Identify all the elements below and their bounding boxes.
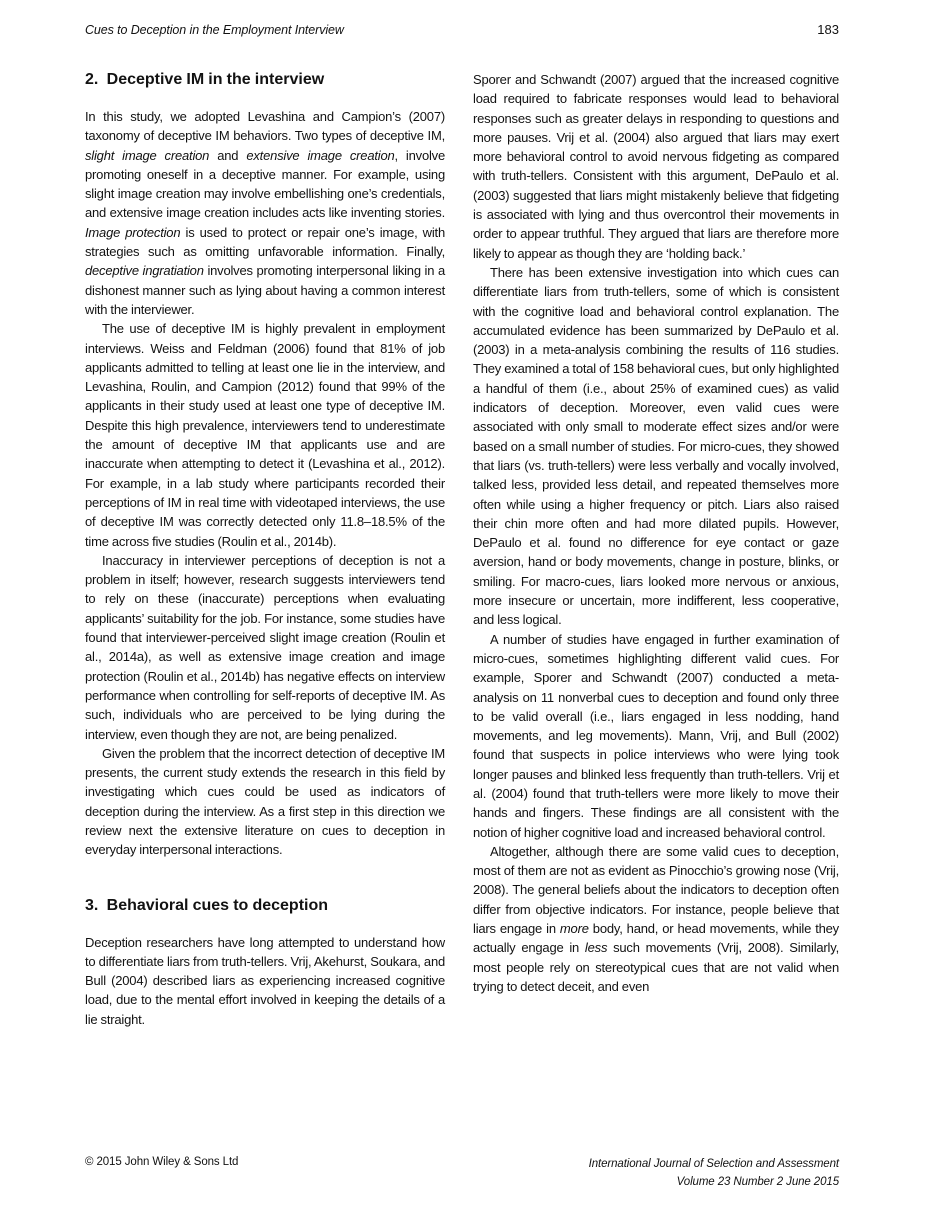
page-footer xyxy=(85,1156,839,1191)
text-segment: A number of studies have engaged in further examination of micro-cues, sometimes highlighting different valid cues. For example, Sporer and Schwandt (2007) conducted a meta-analysis on 11 nonverbal cues to deception and found only three to be valid overall (i.e., liars engaged in less nodding, hand movements, and leg movements). Mann, Vrij, and Bull (2002) found that suspects in police interviews who were lying took longer pauses and blinked less frequently than truth-tellers. Vrij et al. (2004) found that truth-tellers were more likely to move their hands and fingers. These findings are all consistent with the notion of higher cognitive load and increased behavioral control. xyxy=(473,631,839,840)
paragraph xyxy=(473,842,839,996)
section-3-body xyxy=(85,933,445,1029)
text-segment: Sporer and Schwandt (2007) argued that the increased cognitive load required to fabricate responses would lead to behavioral responses such as greater delays in responding to questions and more pauses. Vrij et al. (2004) also argued that liars may exert more behavioral control to avoid nervous fidgeting as compared with truth-tellers. Consistent with this argument, DePaulo et al. (2003) suggested that liars might mistakenly believe that fidgeting is associated with lying and thus overcontrol their movements in order to appear truthful. They argued that liars are therefore more likely to appear as though they are ‘holding back.’ xyxy=(473,72,839,261)
text-segment: involves promoting interpersonal liking in a dishonest manner such as lying about having a common interest with the interviewer. xyxy=(85,263,445,317)
paragraph xyxy=(473,630,839,842)
right-column xyxy=(473,70,839,1029)
text-segment: and xyxy=(209,147,247,163)
running-head-title: Cues to Deception in the Employment Interview xyxy=(85,23,344,37)
text-segment: , involve promoting oneself in a deceptive manner. For example, using slight image creation may involve embellishing one’s credentials, and extensive image creation includes acts like inventing stories. xyxy=(85,147,445,221)
text-segment: slight image creation xyxy=(85,147,210,163)
copyright-notice: © 2015 John Wiley & Sons Ltd xyxy=(85,1156,239,1168)
right-column-body xyxy=(473,70,839,996)
section-3-heading: 3. Behavioral cues to deception xyxy=(85,896,329,914)
section-2-body xyxy=(85,107,445,860)
article-columns xyxy=(85,70,839,1029)
text-segment: such movements (Vrij, 2008). Similarly, most people rely on stereotypical cues that are not valid when trying to detect deceit, and even xyxy=(473,940,839,994)
text-segment: Deception researchers have long attempted to understand how to differentiate liars from truth-tellers. Vrij, Akehurst, Soukara, and Bull (2004) described liars as experiencing increased cognitive load, due to the mental effort involved in keeping the details of a lie straight. xyxy=(85,934,445,1027)
text-segment: Image protection xyxy=(85,224,181,240)
journal-name: International Journal of Selection and Assessment xyxy=(588,1158,839,1170)
text-segment: Inaccuracy in interviewer perceptions of deception is not a problem in itself; however, research suggests interviewers tend to rely on these (inaccurate) perceptions when evaluating applicants’ suitability for the job. For instance, some studies have found that interviewer-perceived slight image creation (Roulin et al., 2014a), as well as extensive image creation and image protection (Roulin et al., 2014b) has negative effects on interview performance when controlling for self-reports of deceptive IM. As such, individuals who are perceived to be lying during the interview, even though they are not, are being penalized. xyxy=(85,552,445,742)
text-segment: more xyxy=(559,921,589,937)
text-segment: Given the problem that the incorrect detection of deceptive IM presents, the current study extends the research in this field by investigating which cues could be used as indicators of deception during the interview. As a first step in this direction we review next the extensive literature on cues to deception in everyday interpersonal interactions. xyxy=(85,745,445,858)
paragraph xyxy=(85,319,445,551)
text-segment: less xyxy=(584,940,608,956)
paragraph xyxy=(85,551,445,744)
running-header xyxy=(85,22,839,37)
paragraph xyxy=(85,933,445,1029)
paragraph xyxy=(85,744,445,860)
paragraph xyxy=(473,263,839,630)
text-segment: The use of deceptive IM is highly prevalent in employment interviews. Weiss and Feldman (2006) found that 81% of job applicants admitted to telling at least one lie in the interview, and Levashina, Roulin, and Campion (2012) found that 99% of the applicants in their study used at least one type of deceptive IM. Despite this high prevalence, interviewers tend to underestimate the amount of deceptive IM that applicants use and are inaccurate when attempting to detect it (Levashina et al., 2012). For example, in a lab study where participants recorded their perceptions of IM in real time with videotaped interviews, the use of deceptive IM was correctly detected only 11.8–18.5% of the time across five studies (Roulin et al., 2014b). xyxy=(85,321,445,549)
text-segment: extensive image creation xyxy=(246,147,395,163)
volume-info: Volume 23 Number 2 June 2015 xyxy=(676,1175,839,1188)
page-number: 183 xyxy=(817,22,839,37)
text-segment: In this study, we adopted Levashina and Campion’s (2007) taxonomy of deceptive IM behaviors. Two types of deceptive IM, xyxy=(85,109,445,144)
text-segment: body, hand, or head movements, while they actually engage in xyxy=(473,921,839,956)
journal-imprint xyxy=(589,1156,839,1191)
section-2-heading: 2. Deceptive IM in the interview xyxy=(85,71,325,88)
text-segment: There has been extensive investigation into which cues can differentiate liars from truth-tellers, some of which is consistent with the cognitive load and behavioral control explanation. The accumulated evidence has been summarized by DePaulo et al. (2003) in a meta-analysis combining the results of 116 studies. They examined a total of 158 behavioral cues, but only highlighted a handful of them (i.e., about 25% of examined cues) as valid indicators of deception. Moreover, even valid cues were associated with only small to moderate effect sizes and/or were based on a small number of studies. For micro-cues, they showed that liars (vs. truth-tellers) were less verbally and vocally involved, talked less, provided less detail, and repeated themselves more often while using a higher frequency or pitch. Liars also raised their chin more often and had more dilated pupils. However, DePaulo et al. found no difference for eye contact or gaze aversion, hand or body movements, change in posture, blinks, or smiling. For macro-cues, liars looked more nervous or anxious, more insecure or uncertain, more indifferent, less cooperative, and less logical. xyxy=(473,264,839,628)
left-column xyxy=(85,70,445,1029)
paragraph xyxy=(85,107,445,319)
text-segment: is used to protect or repair one’s image, with strategies such as omitting unfavorable information. Finally, xyxy=(85,224,445,260)
paragraph xyxy=(473,70,839,263)
text-segment: deceptive ingratiation xyxy=(85,263,204,279)
text-segment: Altogether, although there are some valid cues to deception, most of them are not as evident as Pinocchio’s growing nose (Vrij, 2008). The general beliefs about the indicators to deception often differ from objective indicators. For instance, people believe that liars engage in xyxy=(473,843,839,937)
